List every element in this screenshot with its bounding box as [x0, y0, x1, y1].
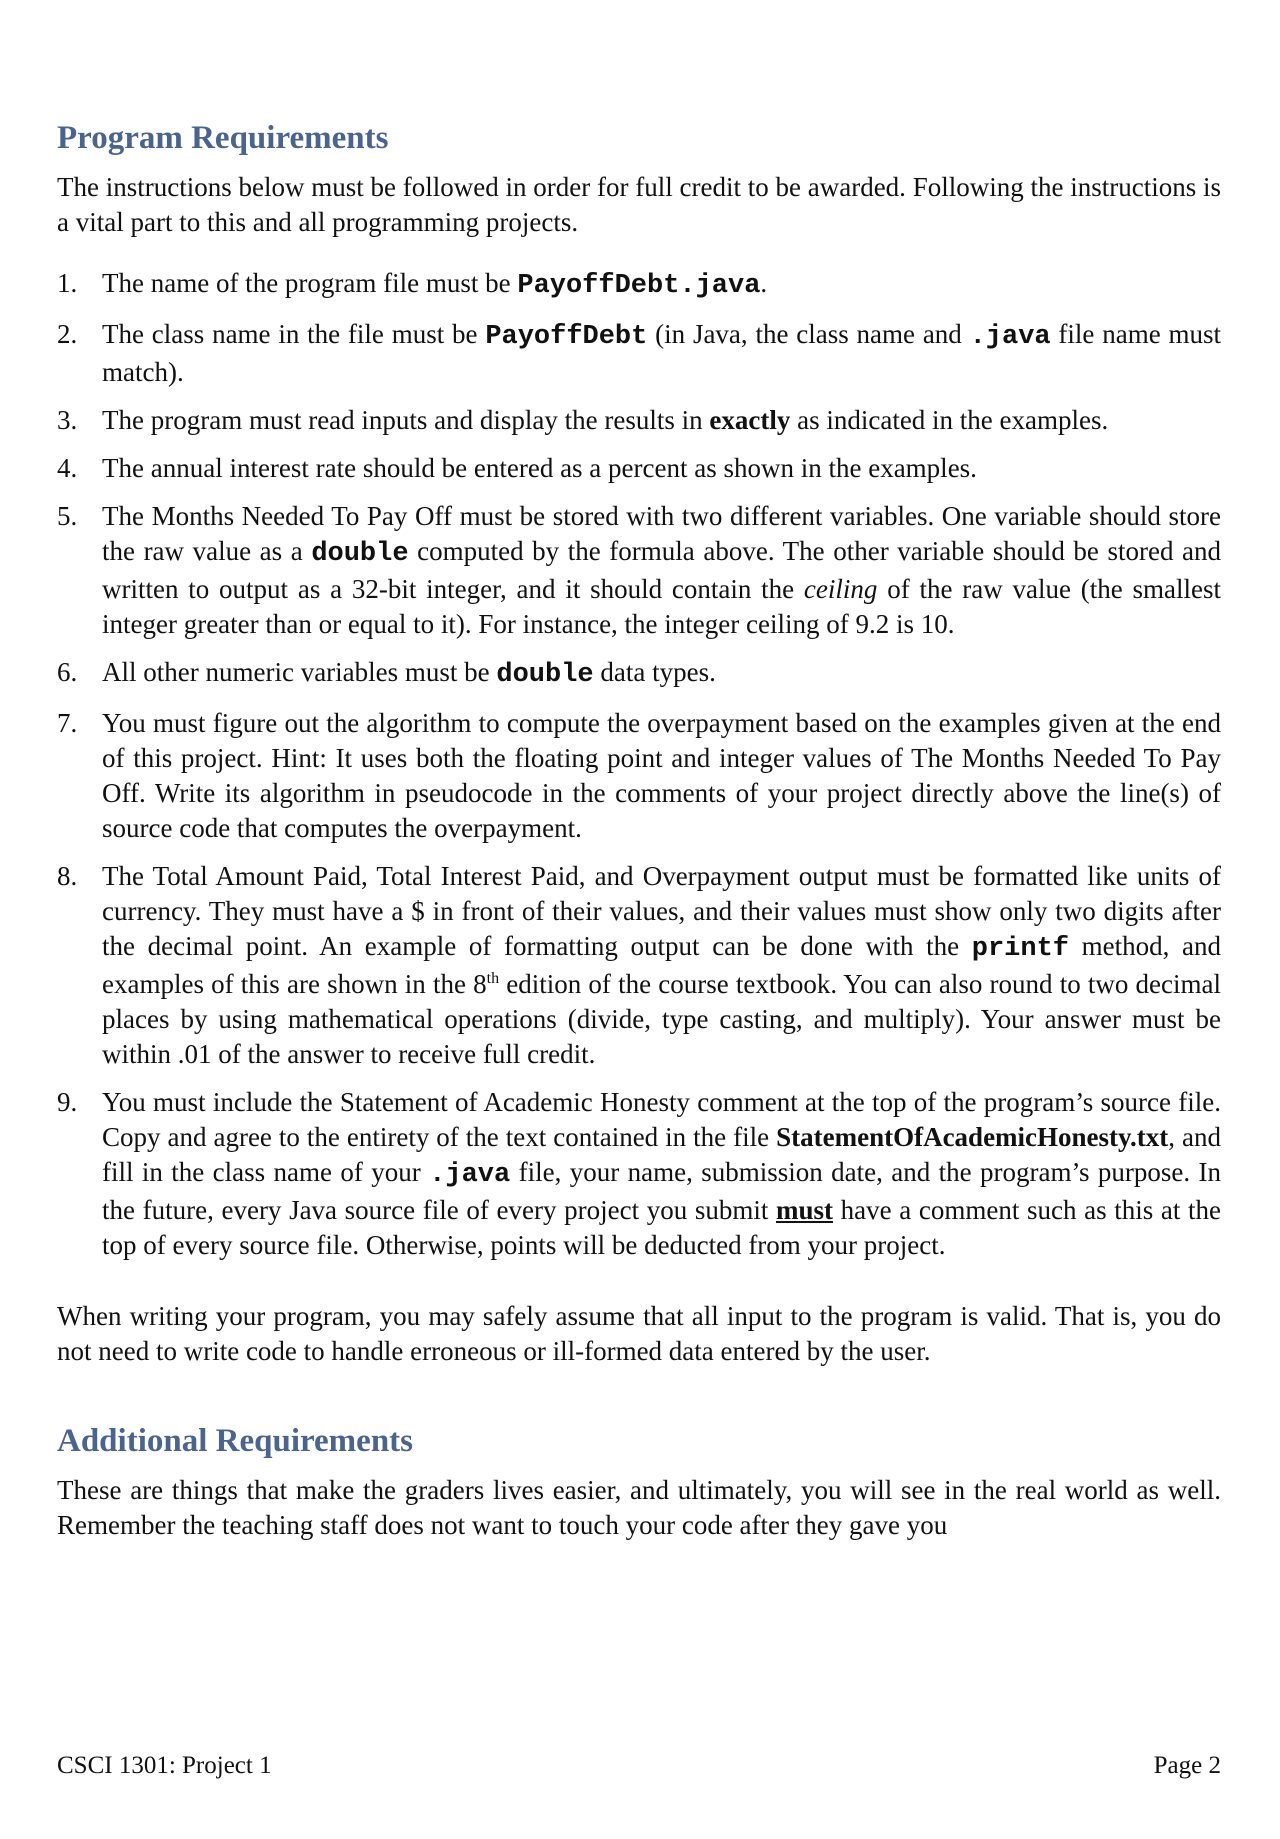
extension-code: .java — [429, 1160, 511, 1190]
footer-page-number: Page 2 — [1153, 1752, 1221, 1779]
requirement-item-7: 7. You must figure out the algorithm to compute the overpayment based on the examples given at the end of this project. Hint: It uses both the floating point and integer values of The Months Needed To Pay Off. Write its algorithm in pseudocode in the comments of your project directly above the line(s) of source code that computes the overpayment. — [57, 708, 1221, 843]
page-footer — [57, 1752, 1221, 1780]
requirement-item-8: 8. The Total Amount Paid, Total Interest Paid, and Overpayment output must be formatted like units of currency. They must have a $ in front of their values, and their values must show only two digits after the decimal point. An example of formatting output can be done with the printf method, and examples of this are shown in the 8th edition of the course textbook. You can also round to two decimal places by using mathematical operations (divide, type casting, and multiply). Your answer must be within .01 of the answer to receive full credit. — [57, 861, 1222, 1069]
emphasis-exactly: exactly — [709, 405, 791, 435]
closing-paragraph: When writing your program, you may safely assume that all input to the program is valid. That is, you do not need to write code to handle erroneous or ill-formed data entered by the user. — [57, 1301, 1221, 1366]
item-number: 9. — [57, 1087, 78, 1117]
requirement-item-6: 6. All other numeric variables must be double data types. — [57, 657, 716, 690]
item-number: 3. — [57, 405, 78, 435]
requirement-item-5: 5. The Months Needed To Pay Off must be stored with two different variables. One variable should store the raw value as a double computed by the formula above. The other variable should be stored and written to output as a 32-bit integer, and it should contain the ceiling of the raw value (the smallest integer greater than or equal to it). For instance, the integer ceiling of 9.2 is 10. — [57, 501, 1222, 639]
requirement-item-9: 9. You must include the Statement of Academic Honesty comment at the top of the program’s source file. Copy and agree to the entirety of the text contained in the file StatementOfAcademicHonesty.txt, and fill in the class name of your .java file, your name, submission date, and the program’s purpose. In the future, every Java source file of every project you submit must have a comment such as this at the top of every source file. Otherwise, points will be deducted from your project. — [57, 1087, 1222, 1260]
requirements-list — [57, 266, 1221, 1263]
requirement-item-2: 2. The class name in the file must be PayoffDebt (in Java, the class name and .java file name must match). — [57, 319, 1221, 387]
double-code: double — [496, 660, 594, 690]
page-content — [57, 118, 1221, 1543]
requirement-item-4: 4. The annual interest rate should be entered as a percent as shown in the examples. — [57, 451, 1221, 486]
section-heading-additional-requirements: Additional Requirements — [57, 1423, 414, 1459]
emphasis-must: must — [776, 1195, 834, 1225]
item-number: 1. — [57, 268, 78, 298]
footer-course-label: CSCI 1301: Project 1 — [57, 1752, 272, 1779]
double-code: double — [311, 539, 409, 569]
extension-code: .java — [969, 322, 1051, 352]
printf-code: printf — [971, 934, 1069, 964]
filename-code: PayoffDebt.java — [517, 271, 761, 301]
item-number: 4. — [57, 453, 78, 483]
ordinal-suffix: th — [486, 970, 500, 987]
requirement-item-3: 3. The program must read inputs and display the results in exactly as indicated in the examples. — [57, 403, 1221, 438]
intro-paragraph: The instructions below must be followed in order for full credit to be awarded. Following the instructions is a vital part to this and all programming projects. — [57, 172, 1221, 237]
item-number: 8. — [57, 861, 78, 891]
honesty-filename: StatementOfAcademicHonesty.txt — [776, 1122, 1169, 1152]
emphasis-ceiling: ceiling — [803, 574, 878, 604]
section-heading-program-requirements: Program Requirements — [57, 120, 389, 156]
additional-intro-paragraph: These are things that make the graders lives easier, and ultimately, you will see in the real world as well. Remember the teaching staff does not want to touch your code after they gave you — [57, 1475, 1221, 1540]
item-number: 5. — [57, 501, 78, 531]
requirement-item-1: 1. The name of the program file must be PayoffDebt.java. — [57, 268, 768, 301]
classname-code: PayoffDebt — [485, 322, 648, 352]
item-number: 2. — [57, 319, 78, 349]
item-number: 6. — [57, 657, 78, 687]
item-number: 7. — [57, 708, 78, 738]
